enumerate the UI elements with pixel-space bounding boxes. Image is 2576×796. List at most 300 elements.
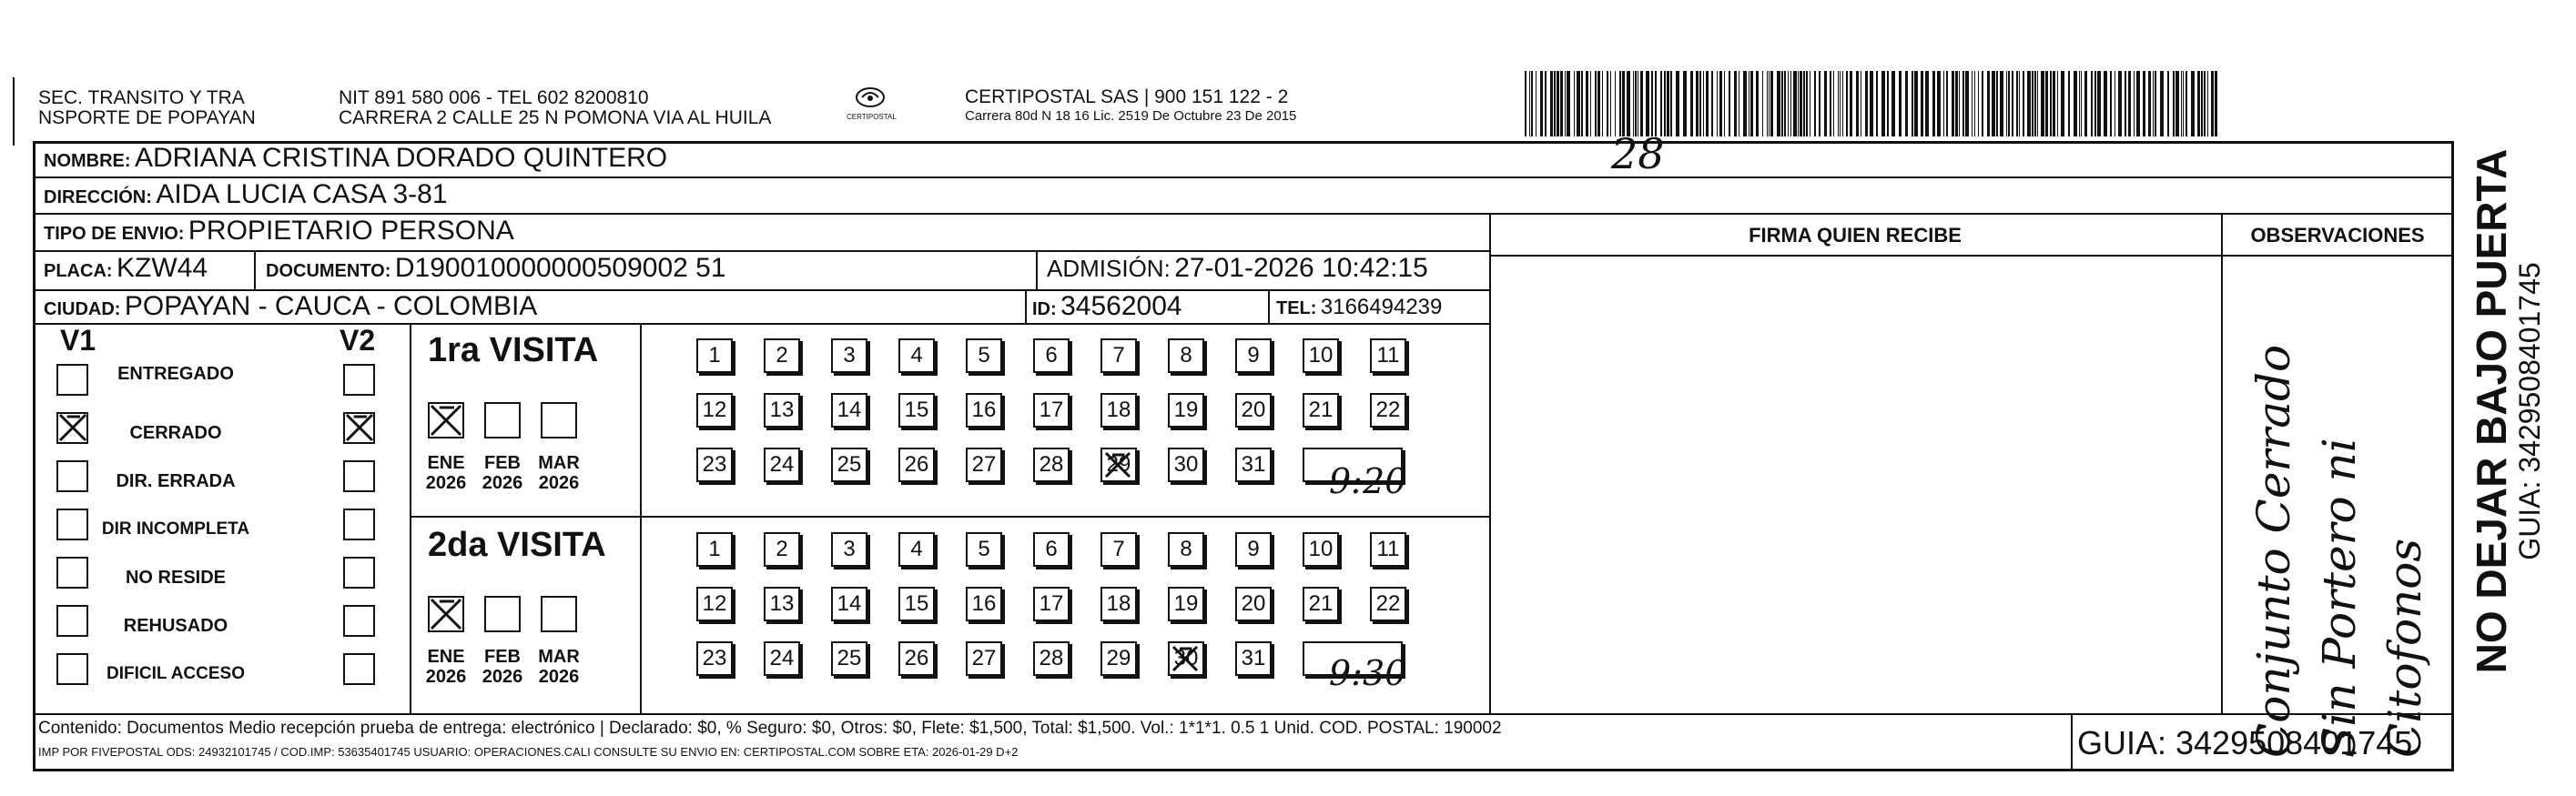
barcode-bar	[1790, 71, 1791, 136]
barcode-bar	[2045, 71, 2048, 136]
barcode-bar	[1690, 71, 1693, 136]
barcode-bar	[1717, 71, 1718, 136]
day-box[interactable]: 28	[1033, 448, 1070, 482]
barcode-bar	[2136, 71, 2140, 136]
visit2-title: 2da VISITA	[428, 526, 606, 564]
admision-label: ADMISIÓN:	[1047, 255, 1171, 282]
barcode-bar	[1651, 71, 1653, 136]
barcode-bar	[1595, 71, 1597, 136]
day-box[interactable]: 5	[966, 338, 1002, 373]
side-notice	[2459, 148, 2560, 682]
direccion-row	[44, 179, 448, 210]
barcode-bar	[1982, 71, 1983, 136]
barcode-bar	[1640, 71, 1643, 136]
barcode-bar	[2037, 71, 2038, 136]
barcode-bar	[2155, 71, 2156, 136]
direccion-value: AIDA LUCIA CASA 3-81	[156, 179, 448, 209]
day-box[interactable]: 11	[1370, 532, 1406, 567]
day-box[interactable]: 27	[966, 641, 1002, 676]
footer-guia: GUIA: 3429508401745	[2077, 724, 2413, 761]
tipo-label: TIPO DE ENVIO:	[44, 224, 185, 244]
barcode-bar	[1921, 71, 1923, 136]
day-box[interactable]: 10	[1303, 338, 1339, 373]
day-box[interactable]: 18	[1100, 393, 1137, 428]
day-box[interactable]: 15	[898, 393, 935, 428]
barcode-bar	[1577, 71, 1580, 136]
barcode-bar	[1602, 71, 1603, 136]
barcode-bar	[1769, 71, 1770, 136]
logo-text: CERTIPOSTAL	[847, 113, 897, 121]
month-label: MAR 2026	[538, 453, 580, 493]
barcode-bar	[1767, 71, 1768, 136]
barcode-bar	[2201, 71, 2203, 136]
v2-checkbox[interactable]	[343, 557, 375, 589]
day-box[interactable]: 22	[1370, 587, 1406, 621]
handwritten-number: 28	[1611, 129, 1665, 178]
barcode-bar	[1819, 71, 1820, 136]
month-label: FEB 2026	[482, 647, 523, 687]
barcode-bar	[1842, 71, 1843, 136]
barcode-bar	[1724, 71, 1725, 136]
barcode-bar	[1876, 71, 1878, 136]
barcode-bar	[2097, 71, 2101, 136]
day-box[interactable]: 18	[1100, 587, 1137, 621]
day-box[interactable]: 27	[966, 448, 1002, 482]
firma-header: FIRMA QUIEN RECIBE	[1749, 224, 1962, 247]
v1-checkbox[interactable]	[56, 653, 88, 685]
barcode-bar	[2061, 71, 2064, 136]
day-check-mark	[1171, 645, 1199, 672]
barcode-bar	[1622, 71, 1625, 136]
barcode-bar	[1525, 71, 1526, 136]
barcode-bar	[2118, 71, 2122, 136]
barcode-bar	[2183, 71, 2184, 136]
barcode-bar	[1803, 71, 1805, 136]
month-check-mark	[430, 598, 462, 630]
barcode-bar	[1655, 71, 1657, 136]
day-box[interactable]: 23	[696, 641, 733, 676]
v2-checkbox[interactable]	[343, 605, 375, 637]
barcode-bar	[2084, 71, 2087, 136]
day-box[interactable]: 30	[1168, 641, 1204, 676]
barcode-bar	[1932, 71, 1935, 136]
day-box[interactable]: 13	[764, 393, 800, 428]
reason-label: DIR INCOMPLETA	[101, 519, 250, 539]
day-box[interactable]: 19	[1168, 393, 1204, 428]
day-box[interactable]: 6	[1033, 532, 1070, 567]
barcode-bar	[1756, 71, 1759, 136]
barcode-bar	[2181, 71, 2182, 136]
barcode-bar	[2081, 71, 2082, 136]
day-box[interactable]: 26	[898, 448, 935, 482]
barcode-bar	[1992, 71, 1995, 136]
barcode-bar	[1670, 71, 1672, 136]
obs-line-1: Conjunto Cerrado	[2247, 344, 2300, 758]
barcode-bar	[1793, 71, 1797, 136]
barcode-bar	[2027, 71, 2031, 136]
barcode-bar	[1554, 71, 1556, 136]
tel-value: 3166494239	[1320, 295, 1443, 319]
nombre-row	[44, 143, 667, 174]
barcode-bar	[1607, 71, 1608, 136]
barcode-bar	[1846, 71, 1848, 136]
v2-checkbox[interactable]	[343, 653, 375, 685]
reason-label: DIFICIL ACCESO	[106, 664, 245, 683]
barcode-bar	[2134, 71, 2135, 136]
month-label: ENE 2026	[425, 453, 467, 493]
ciudad-value: POPAYAN - CAUCA - COLOMBIA	[124, 291, 538, 321]
day-box[interactable]: 20	[1235, 587, 1272, 621]
certipostal-logo	[847, 86, 897, 121]
barcode-bar	[2186, 71, 2187, 136]
side-guia-text: GUIA: 3429508401745	[2513, 262, 2546, 560]
barcode-bar	[1814, 71, 1816, 136]
nit-line: NIT 891 580 006 - TEL 602 8200810	[339, 87, 649, 108]
tipo-value: PROPIETARIO PERSONA	[188, 216, 514, 246]
month-label: FEB 2026	[482, 453, 523, 493]
v1-checkbox[interactable]	[56, 557, 88, 589]
placa-cell	[44, 253, 208, 284]
barcode-bar	[2074, 71, 2077, 136]
ciudad-label: CIUDAD:	[44, 299, 121, 319]
barcode-bar	[2057, 71, 2058, 136]
barcode-bar	[1743, 71, 1747, 136]
month-checkbox[interactable]	[541, 402, 577, 438]
barcode-bar	[1912, 71, 1913, 136]
barcode-bar	[1667, 71, 1669, 136]
id-cell	[1032, 291, 1182, 322]
barcode-bar	[2173, 71, 2175, 136]
no-dejar-text: NO DEJAR BAJO PUERTA	[2468, 148, 2515, 674]
barcode-bar	[1865, 71, 1868, 136]
barcode-bar	[1762, 71, 1763, 136]
barcode-bar	[1729, 71, 1730, 136]
barcode-bar	[1840, 71, 1841, 136]
day-box[interactable]: 2	[764, 338, 800, 373]
barcode-bar	[2019, 71, 2020, 136]
day-box[interactable]: 3	[831, 532, 867, 567]
admision-value: 27-01-2026 10:42:15	[1174, 253, 1428, 283]
day-box[interactable]: 30	[1168, 448, 1204, 482]
barcode-bar	[1959, 71, 1960, 136]
day-box[interactable]: 17	[1033, 393, 1070, 428]
v1-checkbox[interactable]	[56, 509, 88, 540]
barcode-bar	[2034, 71, 2036, 136]
barcode-bar	[1806, 71, 1808, 136]
barcode-bar	[1798, 71, 1799, 136]
barcode-bar	[2008, 71, 2010, 136]
barcode-bar	[1664, 71, 1666, 136]
barcode-bar	[1696, 71, 1699, 136]
day-box[interactable]: 29	[1100, 641, 1137, 676]
barcode-bar	[1590, 71, 1591, 136]
nombre-value: ADRIANA CRISTINA DORADO QUINTERO	[135, 143, 668, 173]
day-box[interactable]: 28	[1033, 641, 1070, 676]
barcode-bar	[2012, 71, 2013, 136]
reason-label: ENTREGADO	[117, 364, 234, 384]
documento-label: DOCUMENTO:	[266, 261, 391, 281]
reason-label: CERRADO	[129, 423, 222, 443]
reason-label: NO RESIDE	[125, 568, 227, 588]
barcode-bar	[1540, 71, 1543, 136]
month-checkbox[interactable]	[541, 596, 577, 632]
day-box[interactable]: 7	[1100, 338, 1137, 373]
v2-checkbox[interactable]	[343, 460, 375, 492]
tel-cell	[1276, 295, 1442, 320]
barcode-bar	[1683, 71, 1687, 136]
v2-check-mark	[345, 413, 374, 442]
courier-name: CERTIPOSTAL SAS | 900 151 122 - 2	[965, 86, 1289, 107]
barcode-bar	[1972, 71, 1973, 136]
day-box[interactable]: 14	[831, 587, 867, 621]
sender-address-block	[339, 88, 771, 128]
barcode-bar	[1899, 71, 1902, 136]
day-box[interactable]: 12	[696, 587, 733, 621]
barcode-bar	[2104, 71, 2107, 136]
barcode-bar	[1937, 71, 1941, 136]
day-box[interactable]: 13	[764, 587, 800, 621]
barcode-bar	[1974, 71, 1975, 136]
day-box[interactable]: 8	[1168, 338, 1204, 373]
barcode-bar	[2000, 71, 2003, 136]
sender-line-1: SEC. TRANSITO Y TRA	[38, 87, 245, 108]
barcode-bar	[2079, 71, 2080, 136]
barcode-bar	[2148, 71, 2151, 136]
barcode-bar	[1635, 71, 1637, 136]
v2-label: V2	[340, 324, 376, 357]
day-box[interactable]: 20	[1235, 393, 1272, 428]
barcode-bar	[1699, 71, 1701, 136]
barcode-bar	[1777, 71, 1780, 136]
barcode-bar	[1633, 71, 1634, 136]
day-check-mark	[1104, 451, 1131, 479]
day-box[interactable]: 5	[966, 532, 1002, 567]
day-box[interactable]: 15	[898, 587, 935, 621]
barcode-bar	[2191, 71, 2195, 136]
barcode-bar	[2160, 71, 2164, 136]
day-box[interactable]: 14	[831, 393, 867, 428]
day-box[interactable]: 17	[1033, 587, 1070, 621]
barcode-bar	[1784, 71, 1786, 136]
day-box[interactable]: 24	[764, 641, 800, 676]
barcode-bar	[1703, 71, 1704, 136]
barcode-bar	[1850, 71, 1852, 136]
barcode-bar	[1586, 71, 1588, 136]
barcode-bar	[2143, 71, 2145, 136]
month-label: ENE 2026	[425, 647, 467, 687]
barcode-bar	[1856, 71, 1859, 136]
v2-checkbox[interactable]	[343, 509, 375, 540]
barcode-bar	[1676, 71, 1679, 136]
barcode-bar	[2032, 71, 2033, 136]
day-box[interactable]: 31	[1235, 641, 1272, 676]
barcode-bar	[2175, 71, 2179, 136]
id-value: 34562004	[1060, 291, 1182, 321]
barcode-bar	[2094, 71, 2096, 136]
barcode-bar	[2023, 71, 2024, 136]
footer-imp: IMP POR FIVEPOSTAL ODS: 24932101745 / COD.IMP: 53635401745 USUARIO: OPERACIONES.CALI CONSULTE SU ENVIO EN: CERTIPOSTAL.COM SOBRE ETA: 2026-01-29 D+2	[38, 745, 1019, 759]
barcode-bar	[1891, 71, 1895, 136]
day-box[interactable]: 25	[831, 448, 867, 482]
courier-block	[965, 86, 1296, 125]
barcode-bar	[2167, 71, 2169, 136]
barcode-bar	[1881, 71, 1885, 136]
barcode-bar	[1581, 71, 1583, 136]
barcode-bar	[1905, 71, 1908, 136]
barcode-bar	[2053, 71, 2055, 136]
day-box[interactable]: 22	[1370, 393, 1406, 428]
visit1-title: 1ra VISITA	[428, 331, 599, 369]
barcode-bar	[1719, 71, 1722, 136]
day-box[interactable]: 29	[1100, 448, 1137, 482]
barcode-bar	[1965, 71, 1969, 136]
day-box[interactable]: 6	[1033, 338, 1070, 373]
barcode-bar	[2215, 71, 2217, 136]
barcode-bar	[1597, 71, 1600, 136]
v1-checkbox[interactable]	[56, 460, 88, 492]
barcode-bar	[1557, 71, 1559, 136]
day-box[interactable]: 16	[966, 393, 1002, 428]
obs-line-3: Citofonos	[2378, 538, 2431, 758]
barcode-bar	[2207, 71, 2208, 136]
barcode-bar	[2125, 71, 2126, 136]
observaciones-header: OBSERVACIONES	[2250, 224, 2425, 247]
barcode-bar	[1978, 71, 1979, 136]
barcode-bar	[1734, 71, 1737, 136]
tipo-row	[44, 216, 514, 247]
day-box[interactable]: 19	[1168, 587, 1204, 621]
reason-label: REHUSADO	[123, 616, 228, 636]
barcode-bar	[1914, 71, 1918, 136]
day-box[interactable]: 10	[1303, 532, 1339, 567]
barcode-bar	[1870, 71, 1873, 136]
barcode-bar	[1925, 71, 1929, 136]
nombre-label: NOMBRE:	[44, 151, 131, 171]
barcode-bar	[1946, 71, 1948, 136]
barcode-bar	[2068, 71, 2070, 136]
edge-mark	[13, 77, 15, 146]
day-box[interactable]: 4	[898, 532, 935, 567]
day-box[interactable]: 24	[764, 448, 800, 482]
barcode-bar	[1610, 71, 1611, 136]
barcode-bar	[1550, 71, 1553, 136]
observaciones-note	[2235, 264, 2444, 758]
ciudad-cell	[44, 291, 537, 322]
barcode-bar	[1615, 71, 1616, 136]
day-box[interactable]: 16	[966, 587, 1002, 621]
day-box[interactable]: 4	[898, 338, 935, 373]
barcode-bar	[1833, 71, 1834, 136]
visit2-handwritten-time: 9:30	[1329, 653, 1407, 693]
visit1-handwritten-time: 9:20	[1329, 461, 1407, 501]
barcode-bar	[1646, 71, 1649, 136]
barcode-bar	[1750, 71, 1753, 136]
day-box[interactable]: 1	[696, 532, 733, 567]
barcode-bar	[1800, 71, 1802, 136]
barcode-bar	[1955, 71, 1958, 136]
documento-cell	[266, 253, 726, 284]
barcode-bar	[1545, 71, 1547, 136]
barcode-bar	[2197, 71, 2200, 136]
barcode-bar	[2016, 71, 2018, 136]
direccion-label: DIRECCIÓN:	[44, 187, 152, 207]
barcode-bar	[1838, 71, 1839, 136]
barcode-bar	[1788, 71, 1789, 136]
barcode-bar	[2041, 71, 2044, 136]
v1-checkbox[interactable]	[56, 605, 88, 637]
barcode-bar	[1987, 71, 1990, 136]
barcode-bar	[1706, 71, 1709, 136]
v2-checkbox[interactable]	[343, 364, 375, 396]
barcode-bar	[2006, 71, 2007, 136]
day-box[interactable]: 21	[1303, 393, 1339, 428]
placa-label: PLACA:	[44, 261, 113, 281]
barcode-bar	[1619, 71, 1621, 136]
month-checkbox[interactable]	[484, 596, 521, 632]
day-box[interactable]: 25	[831, 641, 867, 676]
barcode-bar	[1574, 71, 1575, 136]
barcode-bar	[1952, 71, 1954, 136]
day-box[interactable]: 7	[1100, 532, 1137, 567]
address-line: CARRERA 2 CALLE 25 N POMONA VIA AL HUILA	[339, 107, 772, 128]
barcode-bar	[2153, 71, 2154, 136]
day-box[interactable]: 9	[1235, 532, 1272, 567]
month-checkbox[interactable]	[484, 402, 521, 438]
barcode-bar	[1711, 71, 1713, 136]
day-box[interactable]: 9	[1235, 338, 1272, 373]
day-box[interactable]: 31	[1235, 448, 1272, 482]
barcode	[1525, 71, 2226, 136]
barcode-bar	[1529, 71, 1530, 136]
day-box[interactable]: 23	[696, 448, 733, 482]
day-box[interactable]: 2	[764, 532, 800, 567]
barcode-bar	[1660, 71, 1662, 136]
month-label: MAR 2026	[538, 647, 580, 687]
month-check-mark	[430, 404, 462, 437]
day-box[interactable]: 8	[1168, 532, 1204, 567]
day-box[interactable]: 21	[1303, 587, 1339, 621]
day-box[interactable]: 11	[1370, 338, 1406, 373]
barcode-bar	[1996, 71, 1998, 136]
barcode-bar	[1962, 71, 1964, 136]
barcode-bar	[1770, 71, 1773, 136]
barcode-bar	[1567, 71, 1570, 136]
day-box[interactable]: 3	[831, 338, 867, 373]
barcode-bar	[1824, 71, 1827, 136]
barcode-bar	[2110, 71, 2112, 136]
footer-contenido: Contenido: Documentos Medio recepción prueba de entrega: electrónico | Declarado: $0, % Seguro: $0, Otros: $0, Flete: $1,500, Total: $1,500. Vol.: 1*1*1. 0.5 1 Unid. COD. POSTAL: 190002	[38, 719, 1502, 738]
v1-check-mark	[58, 413, 87, 442]
barcode-bar	[1887, 71, 1889, 136]
barcode-bar	[2091, 71, 2093, 136]
barcode-bar	[2204, 71, 2206, 136]
barcode-bar	[2050, 71, 2052, 136]
v1-checkbox[interactable]	[56, 364, 88, 396]
barcode-bar	[1943, 71, 1944, 136]
day-box[interactable]: 1	[696, 338, 733, 373]
day-box[interactable]: 12	[696, 393, 733, 428]
barcode-bar	[1531, 71, 1533, 136]
placa-value: KZW44	[117, 253, 208, 283]
barcode-bar	[2211, 71, 2214, 136]
barcode-bar	[1830, 71, 1831, 136]
day-box[interactable]: 26	[898, 641, 935, 676]
barcode-bar	[1565, 71, 1566, 136]
tel-label: TEL:	[1276, 298, 1317, 318]
obs-line-2: Sin Portero ni	[2313, 438, 2366, 758]
courier-license: Carrera 80d N 18 16 Lic. 2519 De Octubre 23 De 2015	[965, 108, 1297, 124]
barcode-bar	[2128, 71, 2131, 136]
